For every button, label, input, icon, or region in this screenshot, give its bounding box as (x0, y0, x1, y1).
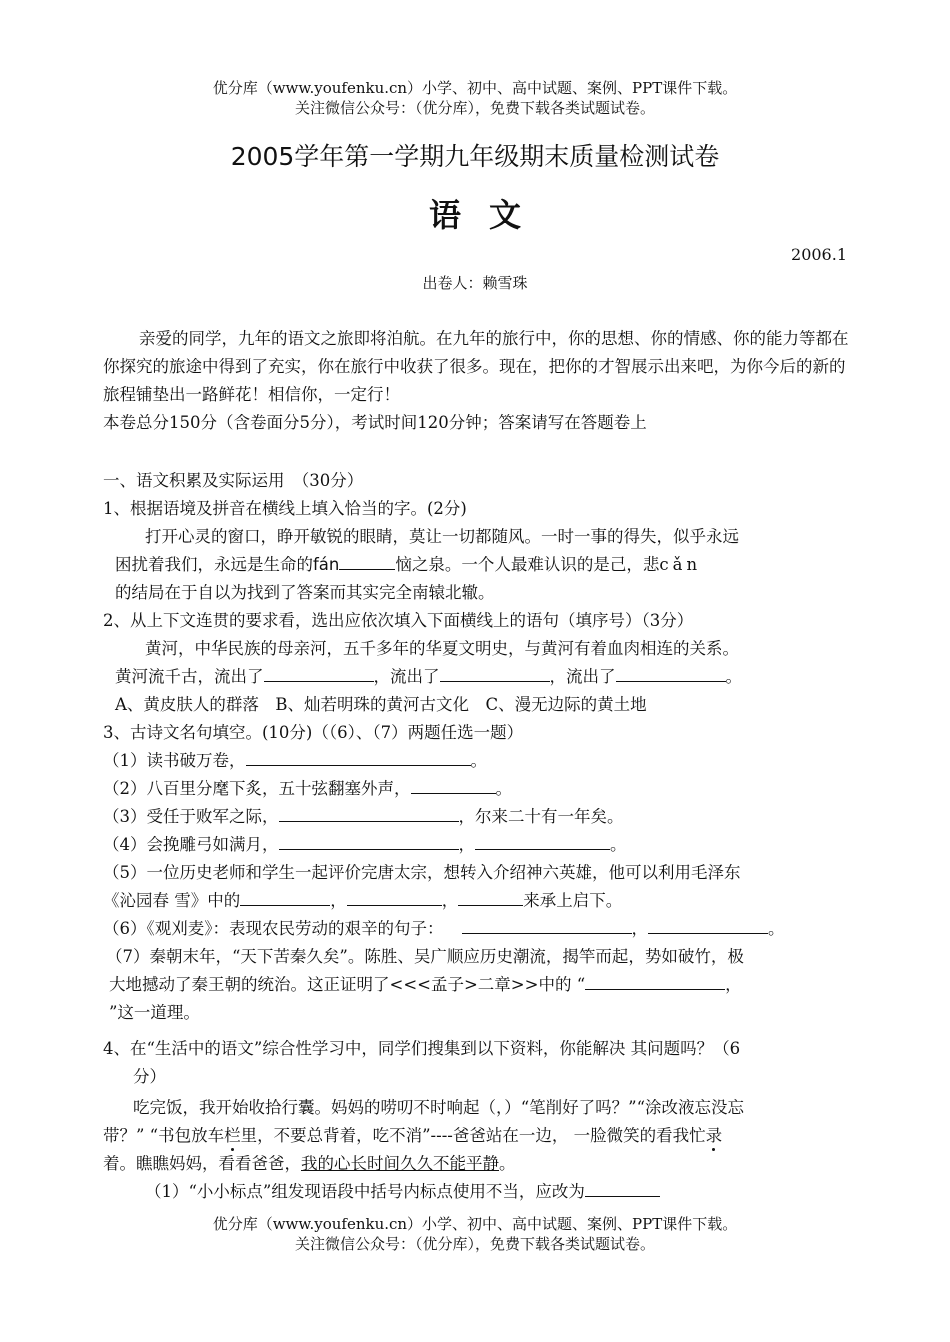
q2-options: A、黄皮肤人的群落 B、灿若明珠的黄河古文化 C、漫无边际的黄土地 (115, 695, 647, 714)
q3-item-1 (103, 747, 853, 775)
q3-s4a: （4）会挽雕弓如满月， (103, 835, 279, 854)
q2-title: 2、从上下文连贯的要求看，选出应依次填入下面横线上的语句（填序号）（3分） (103, 611, 694, 630)
q4-passage-line-2 (103, 1122, 853, 1150)
q2-line-1: 黄河，中华民族的母亲河，五千多年的华夏文明史，与黄河有着血肉相连的关系。 (145, 639, 739, 658)
q3-s4c: 。 (610, 835, 627, 854)
q3-item-5-line-2 (103, 887, 853, 915)
q1-title: 1、根据语境及拼音在横线上填入恰当的字。(2分) (103, 499, 467, 518)
q1-line-1: 打开心灵的窗口，睁开敏锐的眼睛，莫让一切都随风。一时一事的得失，似乎永远 (145, 527, 739, 546)
q4-p2a: 带？” “书包放车 (103, 1126, 225, 1145)
answer-blank[interactable] (347, 887, 442, 906)
q3-title: 3、古诗文名句填空。(10分)（（6）、（7）两题任选一题） (103, 723, 524, 742)
q4-p2b: 里，不要总背着，吃不消”----爸爸站在一边， 一脸微笑的看我忙 (240, 1126, 706, 1145)
subject-title: 语文 (428, 196, 549, 234)
answer-blank[interactable] (339, 551, 395, 570)
q4-sub1-text: （1）“小小标点”组发现语段中括号内标点使用不当，应改为 (145, 1182, 585, 1201)
q3-s2b: 。 (495, 779, 512, 798)
q3-s4b: ， (458, 835, 475, 854)
q2-line-2 (115, 663, 865, 691)
q3-item-6 (103, 915, 853, 943)
page-footer (0, 1214, 950, 1254)
answer-blank[interactable] (585, 1178, 660, 1197)
q3-s5a: 《沁园春 雪》中的 (103, 891, 241, 910)
footer-line-1: 优分库（www.youfenku.cn）小学、初中、高中试题、案例、PPT课件下载。 (212, 1215, 738, 1233)
intro-paragraph: 亲爱的同学，九年的语文之旅即将泊航。在九年的旅行中，你的思想、你的情感、你的能力等都在你探究的旅途中得到了充实，你在旅行中收获了很多。现在，把你的才智展示出来吧，为你今后的新的旅程铺垫出一路鲜花！相信你，一定行！ (103, 329, 849, 404)
q3-s1b: 。 (470, 751, 487, 770)
dotted-char: 录 (705, 1126, 723, 1145)
answer-blank[interactable] (246, 747, 471, 766)
answer-blank[interactable] (411, 775, 496, 794)
section1-heading: 一、语文积累及实际运用 （30分） (103, 471, 364, 490)
answer-blank[interactable] (616, 663, 726, 682)
pinyin-fan: fán (313, 555, 340, 574)
answer-blank[interactable] (458, 887, 523, 906)
q1-line-2b: 恼之泉。一个人最难认识的是己，悲 (395, 555, 660, 574)
q3-s3b: ，尔来二十有一年矣。 (458, 807, 624, 826)
answer-blank[interactable] (440, 663, 550, 682)
q3-s7l2a: 大地撼动了秦王朝的统治。这正证明了<<<孟子>二章>>中的 “ (109, 975, 586, 994)
q4-p3b: 。 (499, 1154, 516, 1173)
q1-line-2a: 困扰着我们，永远是生命的 (115, 555, 313, 574)
exam-title: 2005学年第一学期九年级期末质量检测试卷 (230, 142, 720, 171)
answer-blank[interactable] (462, 915, 632, 934)
q3-item-7-line-2 (109, 971, 859, 999)
q4-sub-1 (145, 1178, 895, 1206)
q3-s6c: 。 (768, 919, 785, 938)
answer-blank[interactable] (475, 831, 610, 850)
q3-s2a: （2）八百里分麾下炙，五十弦翻塞外声， (103, 779, 411, 798)
answer-blank[interactable] (279, 831, 459, 850)
dotted-char: 栏 (224, 1126, 241, 1145)
q2-line-2c: ，流出了 (549, 667, 616, 686)
page-header (0, 78, 950, 118)
q3-item-2 (103, 775, 853, 803)
q3-s5d: 来承上启下。 (523, 891, 623, 910)
q3-item-3 (103, 803, 853, 831)
exam-date: 2006.1 (791, 245, 847, 264)
footer-line-2: 关注微信公众号：（优分库），免费下载各类试题试卷。 (294, 1235, 655, 1253)
exam-author: 出卷人：赖雪珠 (422, 274, 528, 292)
q3-item-7-line-1: （7）秦朝末年，“天下苦秦久矣”。陈胜、吴广顺应历史潮流，揭竿而起，势如破竹，极 (106, 947, 744, 966)
q4-p3a: 着。瞧瞧妈妈，看看爸爸， (103, 1154, 301, 1173)
q3-s3a: （3）受任于败军之际， (103, 807, 279, 826)
answer-blank[interactable] (648, 915, 768, 934)
header-line-2: 关注微信公众号：（优分库），免费下载各类试题试卷。 (294, 99, 655, 117)
exam-instructions: 本卷总分150分（含卷面分5分），考试时间120分钟；答案请写在答题卷上 (103, 413, 647, 432)
q4-title-line-2: 分） (133, 1067, 166, 1086)
q3-s1a: （1）读书破万卷， (103, 751, 246, 770)
answer-blank[interactable] (264, 663, 374, 682)
q2-line-2a: 黄河流千古，流出了 (115, 667, 264, 686)
q2-line-2d: 。 (725, 667, 742, 686)
q3-s5c: ， (441, 891, 459, 910)
intro-block (103, 325, 851, 437)
q4-title-line-1: 4、在“生活中的语文”综合性学习中，同学们搜集到以下资料，你能解决 其问题吗？（6 (103, 1039, 741, 1058)
q4-passage-line-1: 吃完饭，我开始收拾行囊。妈妈的唠叨不时响起（，）“笔削好了吗？”“涂改液忘没忘 (133, 1098, 745, 1117)
q4-passage-line-3 (103, 1150, 853, 1178)
q3-s5b: ， (330, 891, 347, 910)
q1-line-2 (115, 551, 865, 579)
answer-blank[interactable] (279, 803, 459, 822)
q3-item-7-line-3: ”这一道理。 (109, 1003, 200, 1022)
underlined-sentence: 我的心长时间久久不能平静 (301, 1154, 499, 1173)
q3-s6a: （6）《观刈麦》：表现农民劳动的艰辛的句子： (103, 919, 444, 938)
answer-blank[interactable] (240, 887, 330, 906)
q3-s7l2b: ， (725, 975, 742, 994)
q2-line-2b: ，流出了 (373, 667, 440, 686)
answer-blank[interactable] (585, 971, 725, 990)
header-line-1: 优分库（www.youfenku.cn）小学、初中、高中试题、案例、PPT课件下载。 (212, 79, 738, 97)
q1-line-3: 的结局在于自以为找到了答案而其实完全南辕北辙。 (115, 583, 495, 602)
pinyin-can: cǎn (659, 555, 702, 574)
q3-item-4 (103, 831, 853, 859)
q3-item-5-line-1: （5）一位历史老师和学生一起评价完唐太宗，想转入介绍神六英雄，他可以利用毛泽东 (103, 863, 741, 882)
q3-s6b: ， (631, 919, 648, 938)
